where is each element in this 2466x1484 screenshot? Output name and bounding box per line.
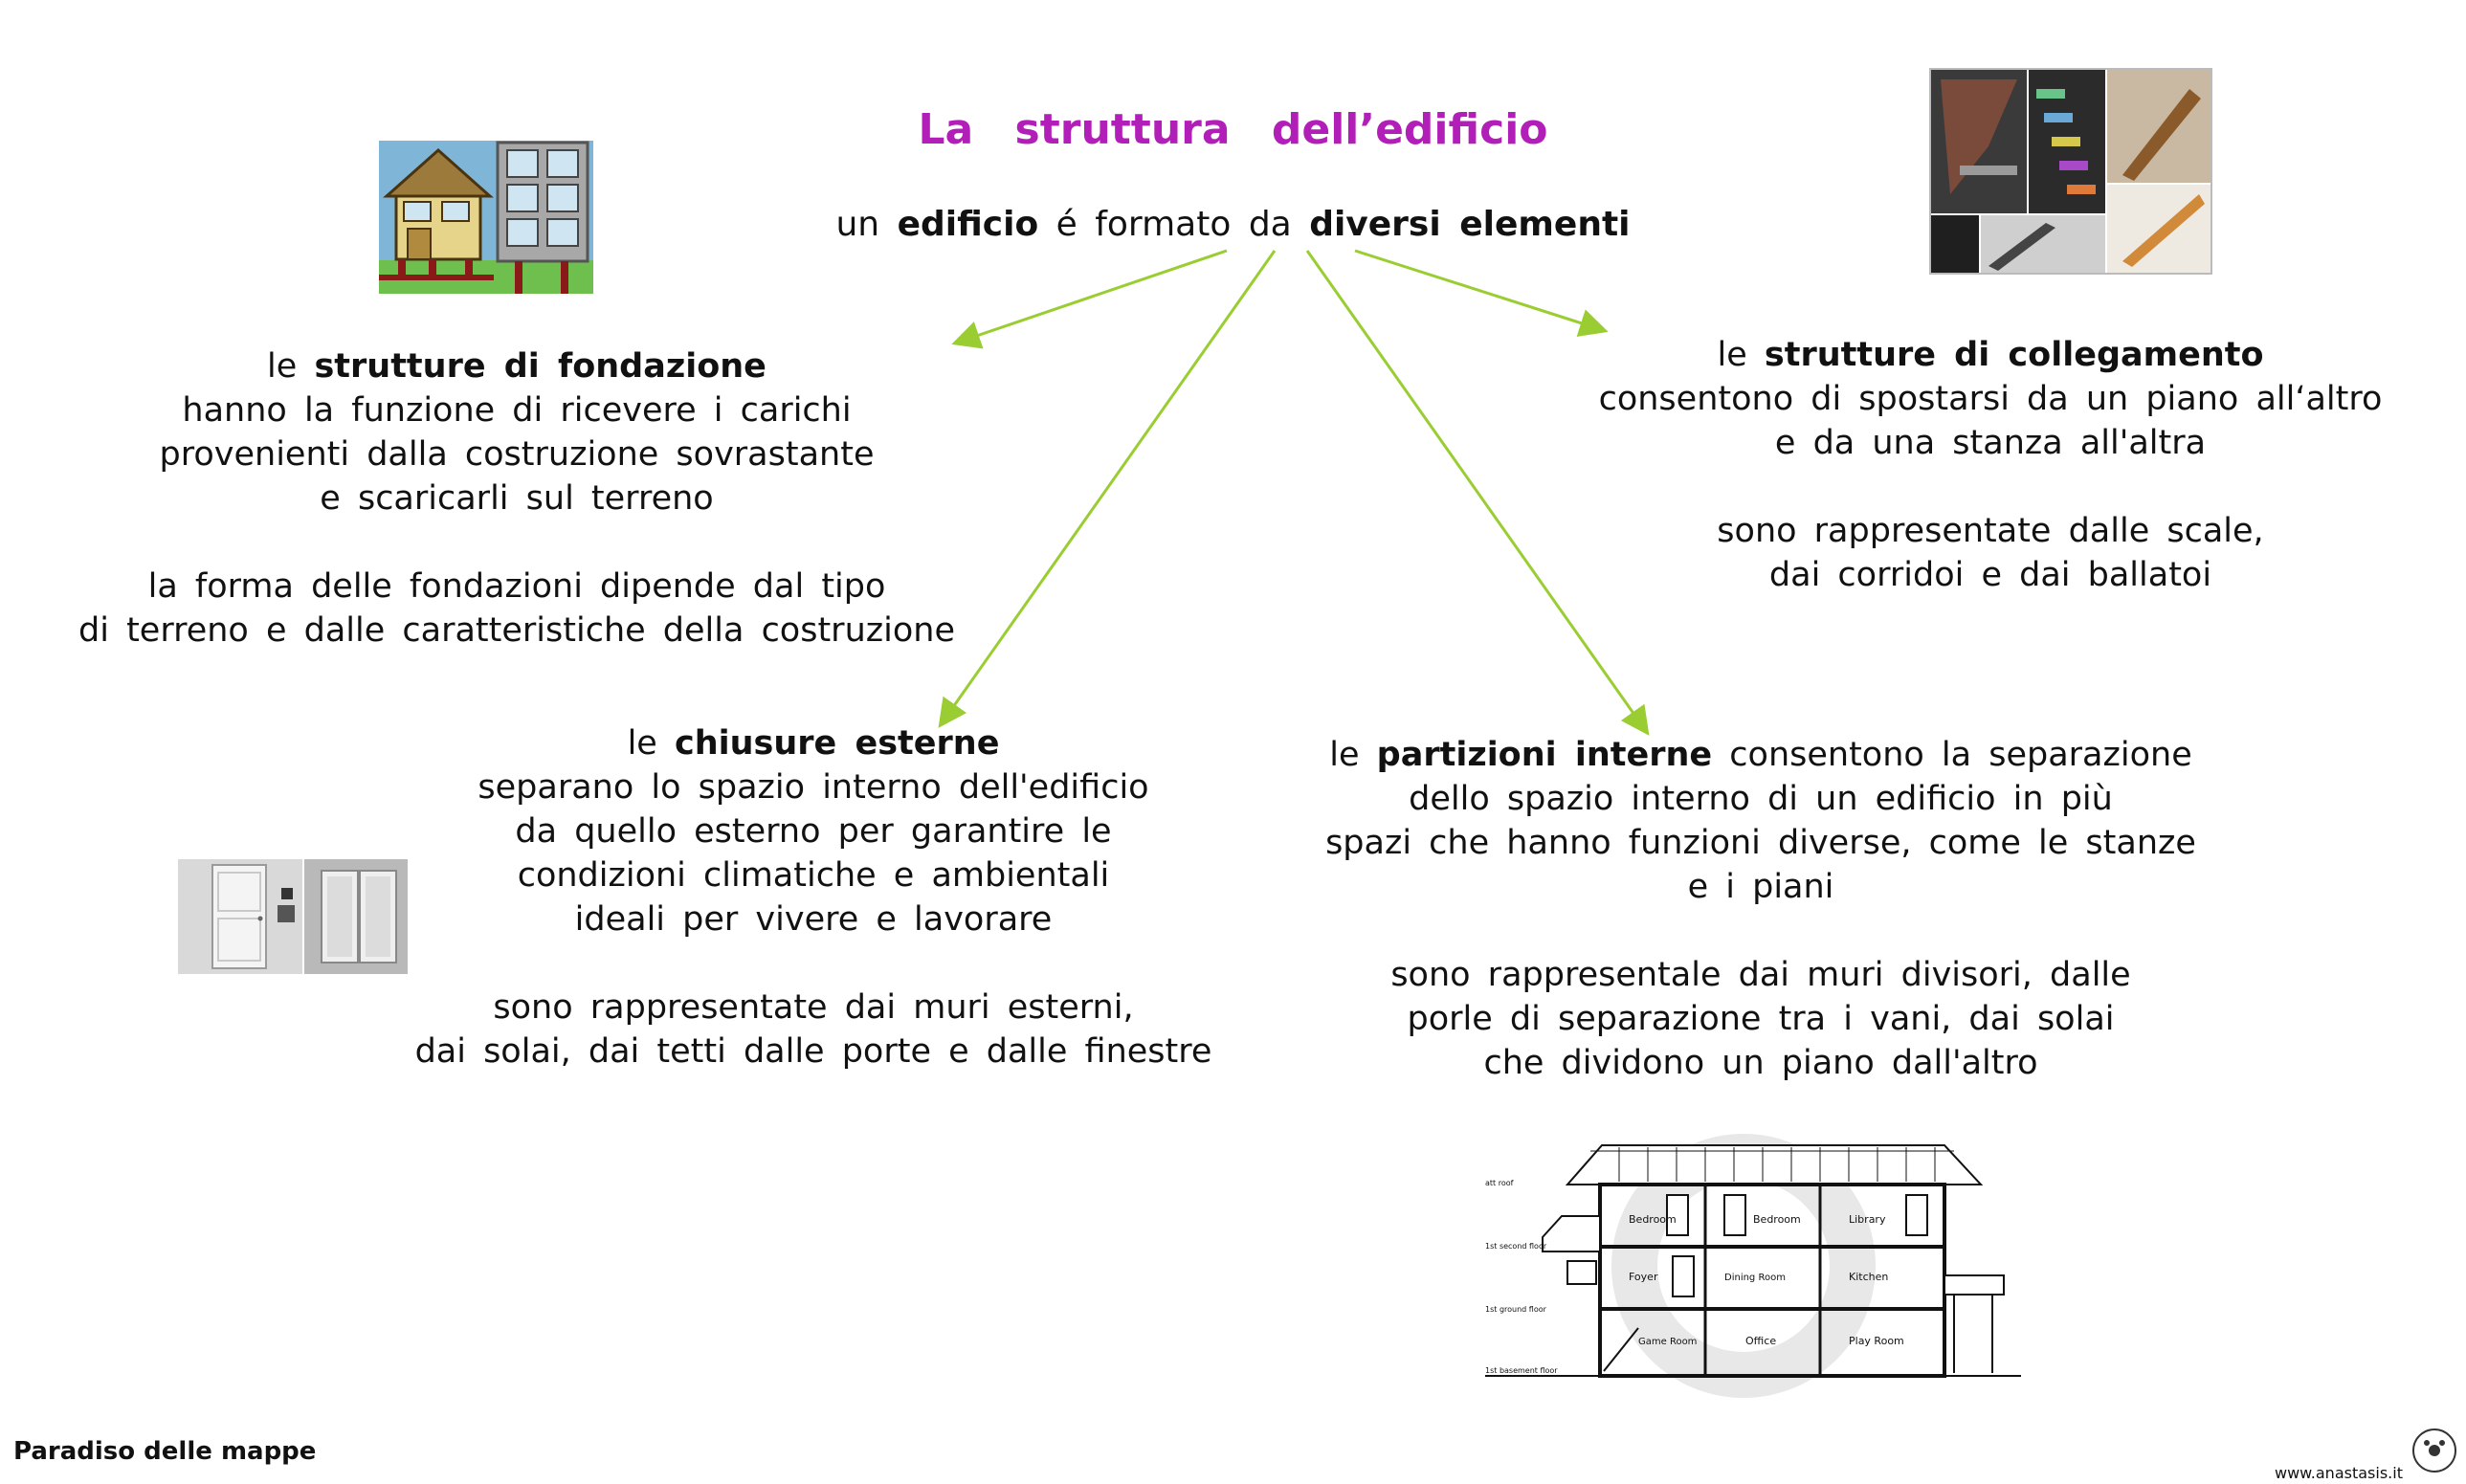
chiusure-line: condizioni climatiche e ambientali — [517, 856, 1110, 895]
fondazione-line: di terreno e dalle caratteristiche della costruzione — [78, 611, 955, 650]
chiusure-title: chiusure esterne — [674, 724, 1000, 763]
arrow-collegamento — [1355, 251, 1603, 330]
footer-title: Paradiso delle mappe — [13, 1437, 317, 1466]
room-label: Office — [1745, 1335, 1777, 1347]
page-title: La struttura dell’edificio — [918, 105, 1548, 154]
room-label: Game Room — [1638, 1337, 1698, 1347]
house-image — [379, 141, 593, 294]
partizioni-title: partizioni interne — [1376, 736, 1713, 774]
chiusure-line: ideali per vivere e lavorare — [574, 900, 1053, 939]
partizioni-heading — [1301, 733, 2220, 777]
partizioni-line: sono rappresentale dai muri divisori, dalle — [1390, 956, 2131, 994]
chiusure-block — [411, 721, 1215, 1074]
collegamento-line: consentono di spostarsi da un piano all‘altro — [1598, 380, 2383, 418]
partizioni-line: che dividono un piano dall'altro — [1483, 1044, 2038, 1082]
website-link[interactable]: www.anastasis.it — [2275, 1464, 2403, 1482]
stairs-collage-image — [1929, 68, 2212, 275]
intro-part-1: un — [835, 205, 880, 244]
arrow-fondazione — [957, 251, 1227, 343]
fondazione-line: la forma delle fondazioni dipende dal tipo — [147, 567, 886, 606]
fondazione-title: strutture di fondazione — [314, 347, 766, 386]
collegamento-line: sono rappresentate dalle scale, — [1717, 512, 2264, 550]
partizioni-line: e i piani — [1687, 868, 1834, 906]
fondazione-block — [57, 344, 976, 653]
chiusure-line: sono rappresentate dai muri esterni, — [493, 988, 1134, 1027]
intro-part-2: é formato da — [1055, 205, 1292, 244]
fondazione-line: hanno la funzione di ricevere i carichi — [182, 391, 852, 430]
collegamento-block — [1569, 333, 2411, 597]
collegamento-title: strutture di collegamento — [1764, 336, 2264, 374]
fondazione-line: e scaricarli sul terreno — [320, 479, 714, 518]
room-label: Foyer — [1629, 1271, 1658, 1283]
collegamento-prefix: le — [1717, 336, 1747, 374]
chiusure-prefix: le — [627, 724, 657, 763]
partizioni-line: dello spazio interno di un edificio in più — [1409, 780, 2113, 818]
floor-label: 1st ground floor — [1485, 1305, 1546, 1314]
fondazione-line: provenienti dalla costruzione sovrastante — [159, 435, 875, 474]
partizioni-block — [1301, 733, 2220, 1085]
partizioni-line: porle di separazione tra i vani, dai solai — [1407, 1000, 2115, 1038]
arrow-chiusure — [942, 251, 1275, 723]
fondazione-heading — [57, 344, 976, 388]
room-label: Dining Room — [1724, 1273, 1786, 1283]
room-label: Bedroom — [1629, 1213, 1677, 1226]
partizioni-line: spazi che hanno funzioni diverse, come le stanze — [1325, 824, 2196, 862]
room-label: Play Room — [1849, 1335, 1904, 1347]
room-label: Library — [1849, 1213, 1886, 1226]
room-label: Bedroom — [1753, 1213, 1801, 1226]
floor-label: 1st basement floor — [1485, 1366, 1558, 1375]
chiusure-line: separano lo spazio interno dell'edificio — [478, 768, 1149, 807]
supermappe-logo — [2408, 1422, 2461, 1479]
partizioni-suffix: consentono la separazione — [1729, 736, 2192, 774]
floor-label: 1st second floor — [1485, 1242, 1547, 1251]
fondazione-prefix: le — [267, 347, 298, 386]
collegamento-line: e da una stanza all'altra — [1774, 424, 2207, 462]
floor-label: att roof — [1485, 1179, 1514, 1187]
building-section-drawing — [1485, 1132, 2021, 1400]
collegamento-heading — [1569, 333, 2411, 377]
intro-bold-2: diversi elementi — [1309, 205, 1631, 244]
door-window-image — [178, 859, 408, 974]
intro-bold-1: edificio — [897, 205, 1039, 244]
chiusure-heading — [411, 721, 1215, 765]
chiusure-line: dai solai, dai tetti dalle porte e dalle finestre — [414, 1032, 1212, 1071]
collegamento-line: dai corridoi e dai ballatoi — [1768, 556, 2212, 594]
room-label: Kitchen — [1849, 1271, 1889, 1283]
partizioni-prefix: le — [1329, 736, 1360, 774]
chiusure-line: da quello esterno per garantire le — [515, 812, 1112, 851]
